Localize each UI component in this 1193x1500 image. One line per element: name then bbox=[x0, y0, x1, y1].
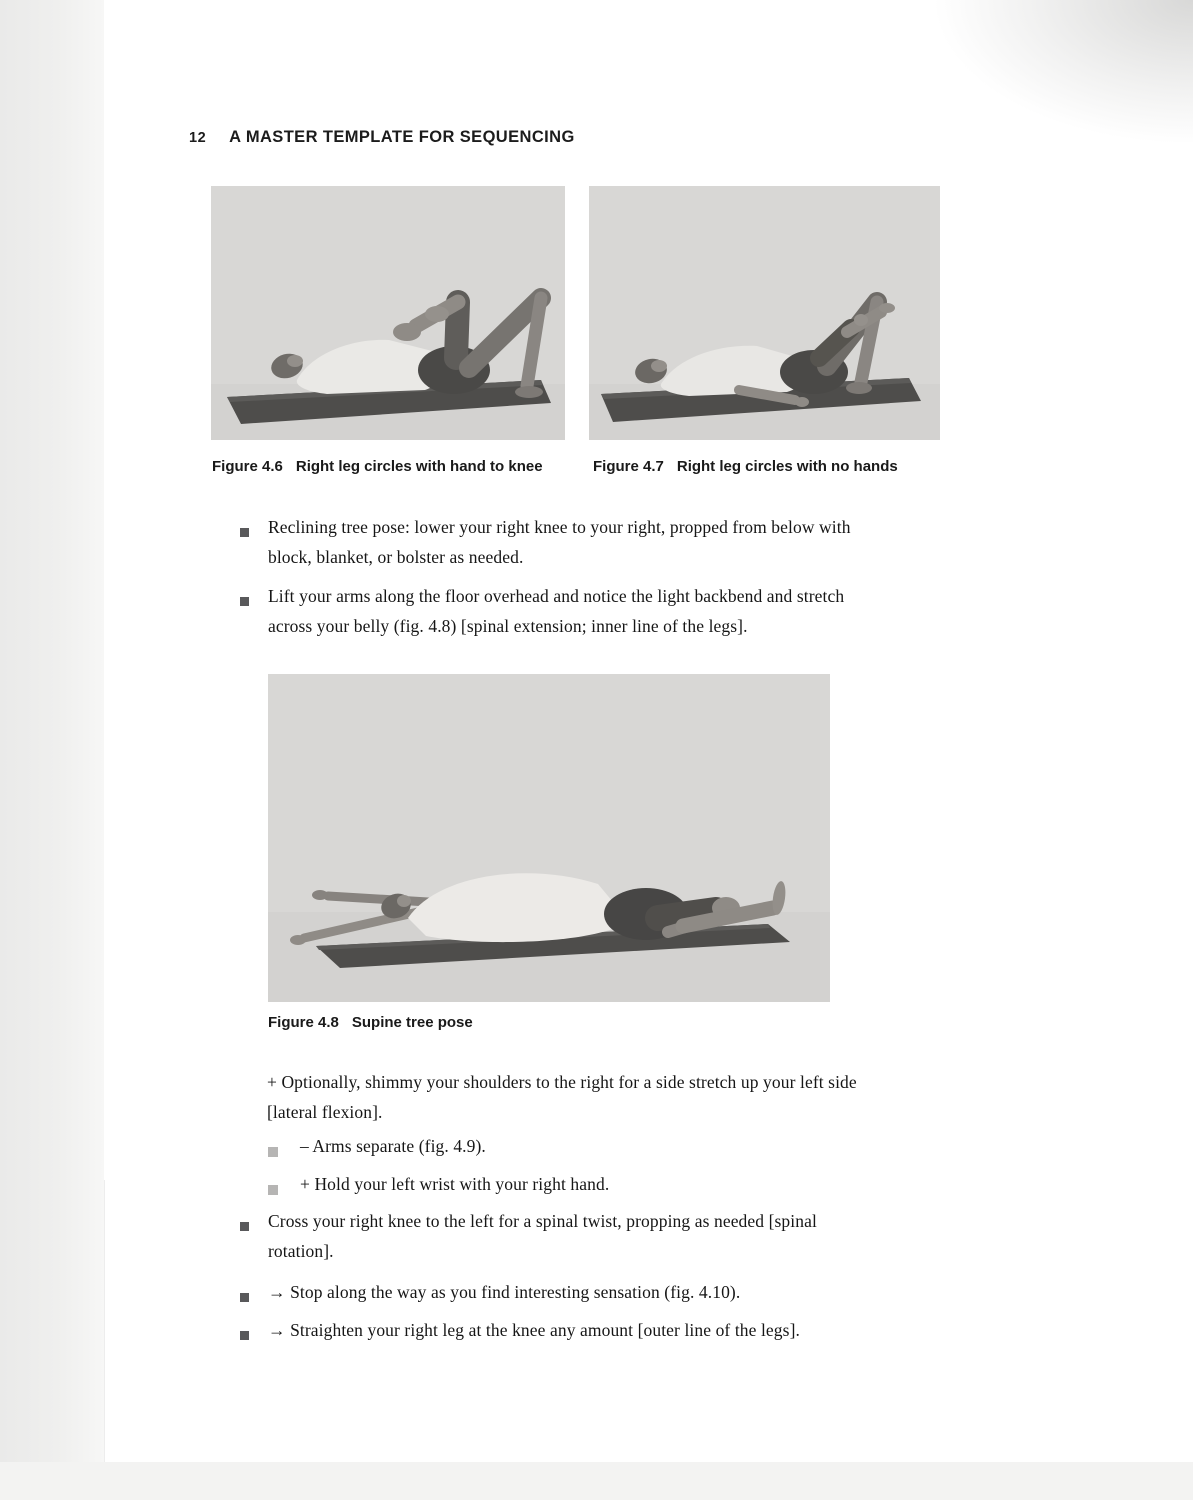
square-bullet-icon bbox=[240, 597, 249, 606]
square-subbullet-icon bbox=[268, 1147, 278, 1157]
text-line: rotation]. bbox=[268, 1241, 334, 1261]
figure-4-6-photo bbox=[211, 186, 565, 440]
figure-4-7-photo bbox=[589, 186, 940, 440]
text-line: Reclining tree pose: lower your right knee to your right, propped from below with bbox=[268, 517, 851, 537]
page-left-gutter bbox=[0, 0, 104, 1500]
bullet-lift-arms bbox=[268, 581, 844, 641]
square-subbullet-icon bbox=[268, 1185, 278, 1195]
figure-4-8-illustration bbox=[268, 674, 830, 1002]
bullet-reclining-tree bbox=[268, 512, 851, 572]
figure-4-6-illustration bbox=[211, 186, 565, 440]
square-bullet-icon bbox=[240, 528, 249, 537]
text-line: + Hold your left wrist with your right hand. bbox=[300, 1174, 610, 1194]
text-line: [lateral flexion]. bbox=[267, 1102, 383, 1122]
square-bullet-icon bbox=[240, 1331, 249, 1340]
subbullet-arms-separate bbox=[300, 1131, 486, 1161]
figure-4-6-caption bbox=[212, 458, 543, 475]
figure-4-6-caption-text: Right leg circles with hand to knee bbox=[295, 458, 543, 475]
running-header-title: A MASTER TEMPLATE FOR SEQUENCING bbox=[229, 128, 575, 146]
subbullet-hold-wrist bbox=[300, 1169, 609, 1199]
square-bullet-icon bbox=[240, 1222, 249, 1231]
figure-4-7-caption bbox=[593, 458, 898, 475]
bullet-cross-knee bbox=[268, 1206, 817, 1266]
text-line: across your belly (fig. 4.8) [spinal extension; inner line of the legs]. bbox=[268, 616, 748, 636]
text-line: → Stop along the way as you find interesting sensation (fig. 4.10). bbox=[268, 1282, 741, 1302]
bullet-stop-along-way bbox=[268, 1277, 740, 1307]
text-line: → Straighten your right leg at the knee any amount [outer line of the legs]. bbox=[268, 1320, 800, 1340]
page-edge-line bbox=[104, 1180, 105, 1462]
running-head bbox=[189, 128, 575, 147]
square-bullet-icon bbox=[240, 1293, 249, 1302]
figure-4-8-caption bbox=[268, 1014, 473, 1031]
figure-4-7-caption-text: Right leg circles with no hands bbox=[676, 458, 898, 475]
page-number: 12 bbox=[189, 130, 207, 146]
text-line: – Arms separate (fig. 4.9). bbox=[300, 1136, 486, 1156]
scan-shadow-top-right bbox=[833, 0, 1193, 200]
text-line: Cross your right knee to the left for a spinal twist, propping as needed [spinal bbox=[268, 1211, 817, 1231]
figure-4-7-illustration bbox=[589, 186, 940, 440]
bullet-straighten-leg bbox=[268, 1315, 800, 1345]
figure-4-8-caption-text: Supine tree pose bbox=[351, 1014, 473, 1031]
scan-shadow-bottom bbox=[0, 1462, 1193, 1500]
paragraph-optionally-shimmy bbox=[267, 1067, 857, 1127]
text-line: Lift your arms along the floor overhead and notice the light backbend and stretch bbox=[268, 586, 845, 606]
figure-4-6-label: Figure 4.6 bbox=[212, 458, 283, 475]
text-line: block, blanket, or bolster as needed. bbox=[268, 547, 524, 567]
figure-4-7-label: Figure 4.7 bbox=[593, 458, 664, 475]
figure-4-8-label: Figure 4.8 bbox=[268, 1014, 339, 1031]
figure-4-8-photo bbox=[268, 674, 830, 1002]
text-line: + Optionally, shimmy your shoulders to the right for a side stretch up your left side bbox=[267, 1072, 857, 1092]
